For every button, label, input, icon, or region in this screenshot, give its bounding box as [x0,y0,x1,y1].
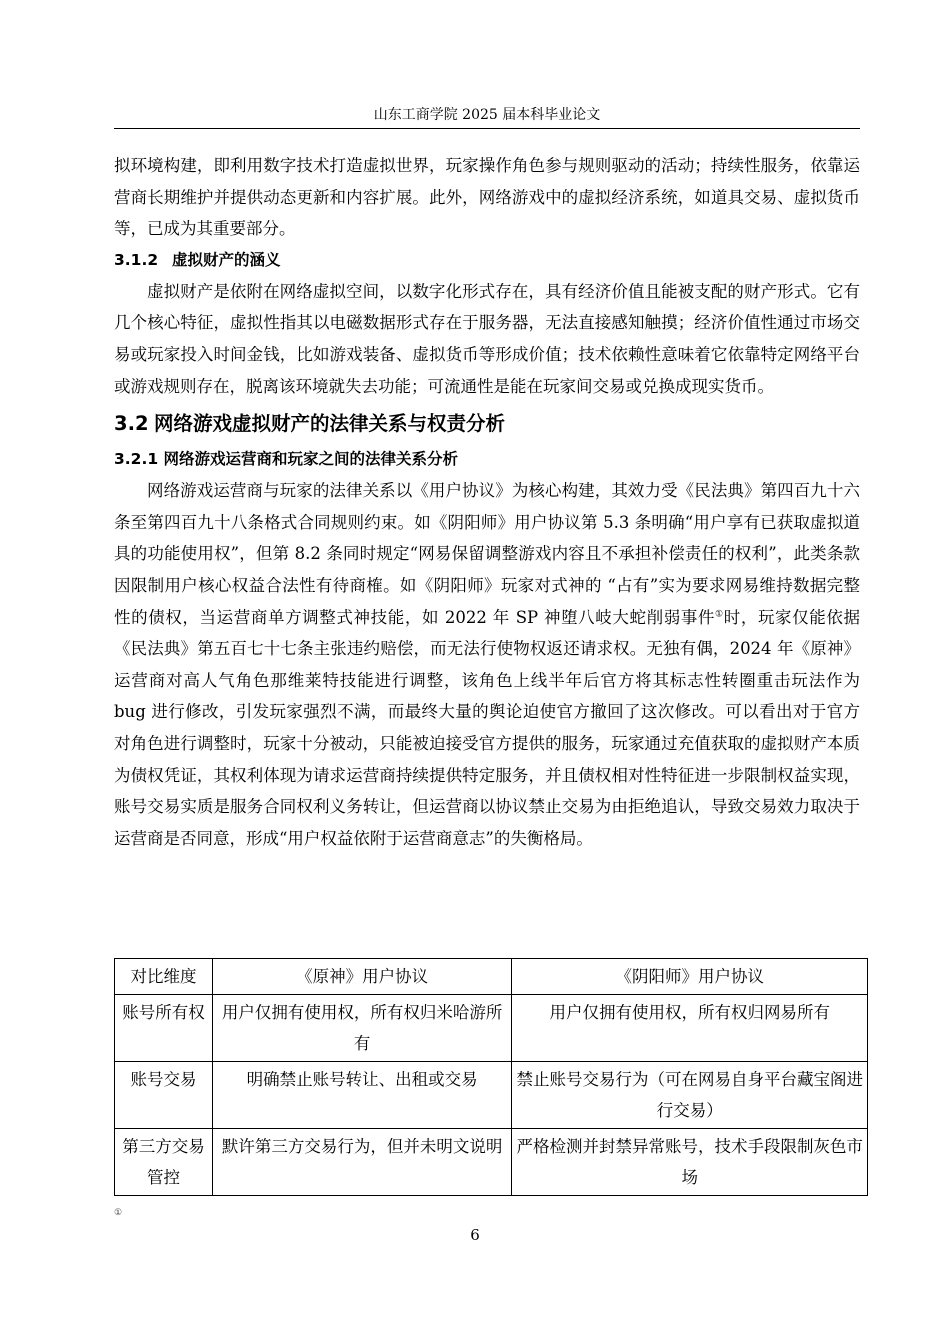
table-cell: 用户仅拥有使用权，所有权归米哈游所有 [212,995,512,1062]
section-heading-3-2 [114,406,860,442]
table-header-cell: 《阴阳师》用户协议 [512,959,868,995]
page-body [114,150,860,854]
table-cell: 禁止账号交易行为（可在网易自身平台藏宝阁进行交易） [512,1062,868,1129]
comparison-table [114,958,868,1196]
section-title: 网络游戏虚拟财产的法律关系与权责分析 [154,412,506,436]
paragraph-legal-relationship [114,475,860,854]
table-header-cell: 《原神》用户协议 [212,959,512,995]
paragraph-continued: 拟环境构建，即利用数字技术打造虚拟世界，玩家操作角色参与规则驱动的活动；持续性服务，依靠运营商长期维护并提供动态更新和内容扩展。此外，网络游戏中的虚拟经济系统，如道具交易、虚拟货币等，已成为其重要部分。 [114,156,860,239]
table-cell: 严格检测并封禁异常账号，技术手段限制灰色市场 [512,1129,868,1196]
table-cell: 用户仅拥有使用权，所有权归网易所有 [512,995,868,1062]
section-number: 3.1.2 [114,250,159,269]
table-row [115,1129,868,1196]
paragraph-text-part-1: 网络游戏运营商与玩家的法律关系以《用户协议》为核心构建，其效力受《民法典》第四百九十六条至第四百九十八条格式合同规则约束。如《阴阳师》用户协议第 5.3 条明确“用户享有已获取虚拟道具的功能使用权”，但第 8.2 条同时规定“网易保留调整游戏内容且不承担补偿责任的权利”，此类条款因限制用户核心权益合法性有待商榷。如《阴阳师》玩家对式神的 “占有”实为要求网易维持数据完整性的债权，当运营商单方调整式神技能，如 2022 年 SP 神堕八岐大蛇削弱事件 [114,481,860,627]
table-cell: 账号所有权 [115,995,213,1062]
section-heading-3-1-2 [114,245,860,276]
table-row [115,1062,868,1129]
running-header: 山东工商学院 2025 届本科毕业论文 [373,107,601,123]
section-heading-3-2-1 [114,444,860,475]
section-title: 网络游戏运营商和玩家之间的法律关系分析 [163,450,459,469]
section-number: 3.2 [114,412,149,436]
section-title: 虚拟财产的涵义 [172,250,281,269]
table-cell: 账号交易 [115,1062,213,1129]
table-row [115,995,868,1062]
table-header-row [115,959,868,995]
footnote-reference[interactable]: ① [715,609,724,620]
table-cell: 明确禁止账号转让、出租或交易 [212,1062,512,1129]
table-cell: 第三方交易管控 [115,1129,213,1196]
section-number: 3.2.1 [114,450,159,469]
paragraph-text-part-2: 时，玩家仅能依据《民法典》第五百七十七条主张违约赔偿，而无法行使物权返还请求权。无独有偶，2024 年《原神》运营商对高人气角色那维莱特技能进行调整，该角色上线半年后官方将其标志性转圈重击玩法作为 bug 进行修改，引发玩家强烈不满，而最终大量的舆论迫使官方撤回了这次修改。可以看出对于官方对角色进行调整时，玩家十分被动，只能被迫接受官方提供的服务，玩家通过充值获取的虚拟财产本质为债权凭证，其权利体现为请求运营商持续提供特定服务，并且债权相对性特征进一步限制权益实现，账号交易实质是服务合同权利义务转让，但运营商以协议禁止交易为由拒绝追认，导致交易效力取决于运营商是否同意，形成“用户权益依附于运营商意志”的失衡格局。 [114,607,860,848]
footnote-marker: ① [114,1208,123,1218]
table-header-cell: 对比维度 [115,959,213,995]
paragraph-virtual-property: 虚拟财产是依附在网络虚拟空间，以数字化形式存在，具有经济价值且能被支配的财产形式。它有几个核心特征，虚拟性指其以电磁数据形式存在于服务器，无法直接感知触摸；经济价值性通过市场交易或玩家投入时间金钱，比如游戏装备、虚拟货币等形成价值；技术依赖性意味着它依靠特定网络平台或游戏规则存在，脱离该环境就失去功能；可流通性是能在玩家间交易或兑换成现实货币。 [114,281,860,396]
table-cell: 默许第三方交易行为，但并未明文说明 [212,1129,512,1196]
page-number: 6 [470,1226,480,1244]
header-divider [114,128,860,129]
